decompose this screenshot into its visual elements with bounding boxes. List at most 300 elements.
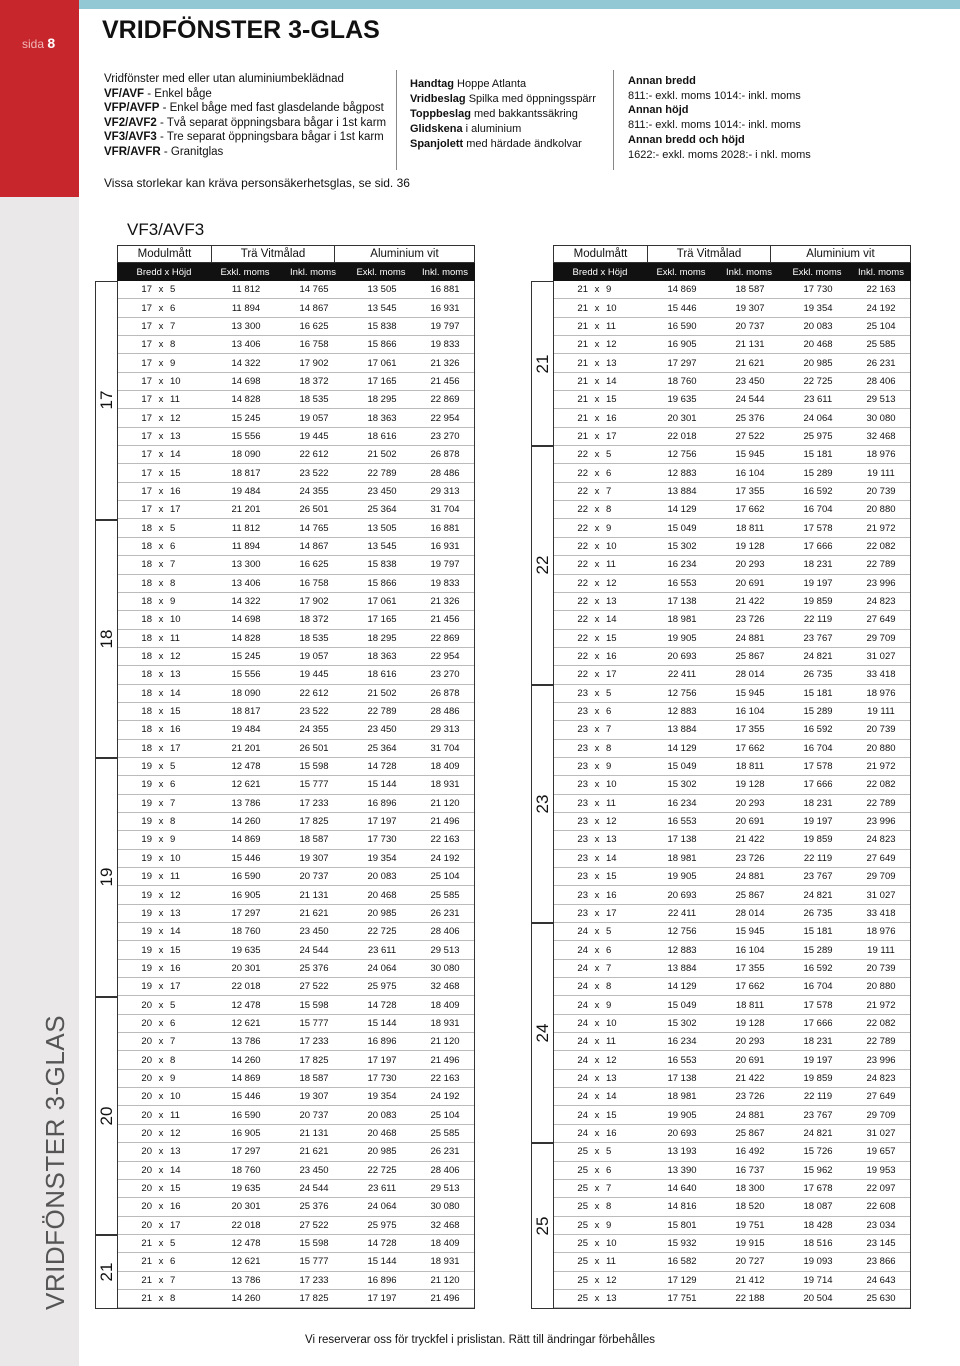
table-row bbox=[554, 1217, 910, 1235]
price-cell: 19 307 bbox=[735, 302, 765, 314]
table-row bbox=[554, 519, 910, 537]
width-cell: 21 bbox=[577, 394, 588, 406]
width-group-label: 25 bbox=[532, 1216, 552, 1236]
price-cell: 30 080 bbox=[430, 962, 460, 974]
height-cell: 5 bbox=[170, 1238, 176, 1250]
price-cell: 33 418 bbox=[866, 907, 896, 919]
times-sign: x bbox=[594, 1164, 600, 1176]
height-cell: 10 bbox=[606, 1017, 617, 1029]
height-cell: 8 bbox=[170, 339, 176, 351]
price-cell: 22 018 bbox=[231, 981, 261, 993]
times-sign: x bbox=[594, 1201, 600, 1213]
price-cell: 19 635 bbox=[231, 1183, 261, 1195]
price-cell: 18 931 bbox=[430, 1017, 460, 1029]
price-cell: 24 821 bbox=[803, 651, 833, 663]
table-row bbox=[118, 446, 474, 464]
height-cell: 15 bbox=[170, 706, 181, 718]
times-sign: x bbox=[158, 522, 164, 534]
times-sign: x bbox=[594, 1293, 600, 1305]
price-cell: 15 446 bbox=[667, 302, 697, 314]
table-row bbox=[118, 758, 474, 776]
width-group bbox=[531, 923, 553, 1143]
height-cell: 9 bbox=[606, 1219, 612, 1231]
price-cell: 18 372 bbox=[299, 614, 329, 626]
price-cell: 16 704 bbox=[803, 981, 833, 993]
price-cell: 19 833 bbox=[430, 577, 460, 589]
table-row bbox=[554, 905, 910, 923]
times-sign: x bbox=[158, 375, 164, 387]
table-row bbox=[118, 354, 474, 372]
price-cell: 21 621 bbox=[299, 1146, 329, 1158]
price-cell: 15 932 bbox=[667, 1238, 697, 1250]
price-cell: 17 233 bbox=[299, 1036, 329, 1048]
price-cell: 19 307 bbox=[299, 1091, 329, 1103]
price-cell: 16 592 bbox=[803, 962, 833, 974]
price-cell: 20 880 bbox=[866, 981, 896, 993]
price-cell: 15 598 bbox=[299, 1238, 329, 1250]
price-cell: 20 985 bbox=[367, 1146, 397, 1158]
width-cell: 17 bbox=[141, 412, 152, 424]
price-cell: 19 905 bbox=[667, 871, 697, 883]
price-cell: 25 376 bbox=[299, 962, 329, 974]
feature-label: Toppbeslag bbox=[410, 108, 471, 120]
price-cell: 17 902 bbox=[299, 596, 329, 608]
times-sign: x bbox=[158, 577, 164, 589]
price-cell: 24 823 bbox=[866, 1072, 896, 1084]
price-cell: 14 260 bbox=[231, 816, 261, 828]
price-cell: 32 468 bbox=[866, 430, 896, 442]
price-cell: 18 231 bbox=[803, 1036, 833, 1048]
width-cell: 21 bbox=[577, 284, 588, 296]
table-row bbox=[118, 1272, 474, 1290]
sidebar-red-block bbox=[0, 0, 79, 197]
width-cell: 22 bbox=[577, 449, 588, 461]
price-cell: 18 760 bbox=[231, 1164, 261, 1176]
price-cell: 18 428 bbox=[803, 1219, 833, 1231]
width-cell: 25 bbox=[577, 1293, 588, 1305]
price-cell: 15 245 bbox=[231, 412, 261, 424]
width-cell: 21 bbox=[577, 375, 588, 387]
height-cell: 6 bbox=[170, 540, 176, 552]
price-cell: 20 468 bbox=[803, 339, 833, 351]
divider bbox=[613, 70, 614, 170]
price-cell: 29 313 bbox=[430, 485, 460, 497]
price-cell: 15 144 bbox=[367, 1017, 397, 1029]
table-row bbox=[118, 978, 474, 996]
times-sign: x bbox=[158, 1293, 164, 1305]
price-cell: 31 704 bbox=[430, 504, 460, 516]
times-sign: x bbox=[594, 761, 600, 773]
height-cell: 5 bbox=[170, 761, 176, 773]
times-sign: x bbox=[594, 540, 600, 552]
price-cell: 12 756 bbox=[667, 687, 697, 699]
price-cell: 24 544 bbox=[735, 394, 765, 406]
table-row bbox=[118, 996, 474, 1014]
price-cell: 16 905 bbox=[231, 1127, 261, 1139]
price-cell: 17 233 bbox=[299, 1274, 329, 1286]
price-cell: 14 869 bbox=[231, 1072, 261, 1084]
price-cell: 17 165 bbox=[367, 375, 397, 387]
times-sign: x bbox=[158, 981, 164, 993]
price-cell: 21 621 bbox=[735, 357, 765, 369]
price-cell: 23 270 bbox=[430, 669, 460, 681]
width-cell: 19 bbox=[141, 761, 152, 773]
height-cell: 7 bbox=[606, 1183, 612, 1195]
model-separator: - bbox=[156, 131, 167, 143]
price-cell: 13 300 bbox=[231, 559, 261, 571]
price-cell: 20 691 bbox=[735, 577, 765, 589]
price-cell: 21 502 bbox=[367, 449, 397, 461]
price-cell: 22 163 bbox=[866, 284, 896, 296]
price-cell: 16 234 bbox=[667, 559, 697, 571]
table-row bbox=[118, 630, 474, 648]
table-row bbox=[554, 648, 910, 666]
price-cell: 24 821 bbox=[803, 889, 833, 901]
width-group-label: 24 bbox=[532, 1023, 552, 1043]
price-cell: 29 513 bbox=[430, 1183, 460, 1195]
price-cell: 21 456 bbox=[430, 375, 460, 387]
model-code: VF/AVF bbox=[104, 87, 145, 100]
price-cell: 16 758 bbox=[299, 339, 329, 351]
price-cell: 17 061 bbox=[367, 596, 397, 608]
times-sign: x bbox=[594, 375, 600, 387]
price-cell: 18 760 bbox=[667, 375, 697, 387]
section-title: VF3/AVF3 bbox=[127, 220, 205, 239]
width-cell: 19 bbox=[141, 907, 152, 919]
table-row bbox=[554, 1143, 910, 1161]
height-cell: 7 bbox=[606, 485, 612, 497]
price-cell: 26 231 bbox=[430, 1146, 460, 1158]
price-cell: 28 014 bbox=[735, 669, 765, 681]
times-sign: x bbox=[594, 1072, 600, 1084]
width-cell: 22 bbox=[577, 651, 588, 663]
width-cell: 19 bbox=[141, 962, 152, 974]
price-cell: 15 144 bbox=[367, 1256, 397, 1268]
width-cell: 18 bbox=[141, 706, 152, 718]
feature-label: Spanjolett bbox=[410, 138, 464, 150]
height-cell: 12 bbox=[606, 339, 617, 351]
table-row bbox=[118, 1217, 474, 1235]
height-cell: 11 bbox=[606, 320, 616, 332]
times-sign: x bbox=[594, 1183, 600, 1195]
table-row bbox=[118, 905, 474, 923]
price-cell: 23 996 bbox=[866, 577, 896, 589]
price-cell: 19 307 bbox=[299, 852, 329, 864]
price-cell: 25 867 bbox=[735, 651, 765, 663]
price-cell: 24 881 bbox=[735, 871, 765, 883]
price-cell: 24 823 bbox=[866, 834, 896, 846]
height-cell: 13 bbox=[606, 1293, 617, 1305]
page-label: sida bbox=[22, 37, 45, 51]
price-cell: 12 756 bbox=[667, 449, 697, 461]
table-row bbox=[118, 1088, 474, 1106]
times-sign: x bbox=[158, 596, 164, 608]
table-row bbox=[554, 630, 910, 648]
page-number: 8 bbox=[47, 35, 56, 51]
price-cell: 22 608 bbox=[866, 1201, 896, 1213]
price-cell: 17 730 bbox=[803, 284, 833, 296]
width-group bbox=[95, 997, 117, 1236]
table-row bbox=[554, 1088, 910, 1106]
price-cell: 20 293 bbox=[735, 797, 765, 809]
height-cell: 5 bbox=[170, 284, 176, 296]
price-cell: 17 666 bbox=[803, 1017, 833, 1029]
price-cell: 24 643 bbox=[866, 1274, 896, 1286]
price-cell: 21 496 bbox=[430, 816, 460, 828]
price-cell: 17 825 bbox=[299, 1054, 329, 1066]
price-cell: 14 867 bbox=[299, 540, 329, 552]
table-row bbox=[554, 1198, 910, 1216]
feature-label: Vridbeslag bbox=[410, 93, 466, 105]
times-sign: x bbox=[594, 999, 600, 1011]
pricing-list bbox=[628, 74, 811, 162]
times-sign: x bbox=[594, 1274, 600, 1286]
table-row bbox=[554, 740, 910, 758]
table-row bbox=[118, 556, 474, 574]
table-header-group bbox=[117, 245, 475, 263]
pricing-label bbox=[628, 103, 811, 118]
footer-note: Vi reserverar oss för tryckfel i prislistan. Rätt till ändringar förbehålles bbox=[304, 1334, 656, 1346]
price-cell: 16 905 bbox=[231, 889, 261, 901]
times-sign: x bbox=[594, 944, 600, 956]
price-cell: 26 878 bbox=[430, 687, 460, 699]
price-cell: 19 905 bbox=[667, 1109, 697, 1121]
times-sign: x bbox=[594, 889, 600, 901]
price-cell: 14 322 bbox=[231, 357, 261, 369]
feature-text: med bakkantssäkring bbox=[470, 108, 578, 120]
times-sign: x bbox=[158, 926, 164, 938]
times-sign: x bbox=[594, 302, 600, 314]
price-cell: 20 301 bbox=[231, 962, 261, 974]
price-cell: 17 730 bbox=[367, 1072, 397, 1084]
height-cell: 5 bbox=[606, 1146, 612, 1158]
header-bredd-hojd: Bredd x Höjd bbox=[136, 266, 192, 278]
width-cell: 21 bbox=[577, 320, 588, 332]
price-cell: 24 064 bbox=[367, 962, 397, 974]
width-cell: 19 bbox=[141, 981, 152, 993]
times-sign: x bbox=[594, 339, 600, 351]
width-cell: 24 bbox=[577, 1036, 588, 1048]
price-cell: 13 884 bbox=[667, 962, 697, 974]
price-cell: 23 450 bbox=[367, 485, 397, 497]
price-cell: 16 625 bbox=[299, 320, 329, 332]
price-cell: 22 789 bbox=[367, 467, 397, 479]
table-row bbox=[118, 1290, 474, 1308]
top-accent-bar bbox=[79, 0, 960, 9]
header-tra: Trä Vitmålad bbox=[212, 246, 335, 262]
price-cell: 17 355 bbox=[735, 485, 765, 497]
price-cell: 21 131 bbox=[735, 339, 765, 351]
width-group bbox=[531, 685, 553, 924]
height-cell: 9 bbox=[606, 284, 612, 296]
price-cell: 22 789 bbox=[367, 706, 397, 718]
times-sign: x bbox=[158, 1109, 164, 1121]
height-cell: 11 bbox=[606, 559, 616, 571]
width-cell: 23 bbox=[577, 834, 588, 846]
table-header-sub bbox=[117, 263, 475, 281]
table-row bbox=[554, 721, 910, 739]
height-cell: 12 bbox=[170, 889, 181, 901]
height-cell: 9 bbox=[170, 596, 176, 608]
times-sign: x bbox=[158, 357, 164, 369]
price-cell: 19 953 bbox=[866, 1164, 896, 1176]
table-row bbox=[554, 575, 910, 593]
table-row bbox=[118, 795, 474, 813]
table-row bbox=[118, 611, 474, 629]
width-cell: 21 bbox=[577, 339, 588, 351]
header-inkl: Inkl. moms bbox=[726, 266, 772, 278]
price-cell: 19 859 bbox=[803, 1072, 833, 1084]
price-cell: 18 811 bbox=[735, 522, 765, 534]
price-cell: 17 129 bbox=[667, 1274, 697, 1286]
width-cell: 18 bbox=[141, 540, 152, 552]
price-cell: 12 478 bbox=[231, 1238, 261, 1250]
price-cell: 21 972 bbox=[866, 522, 896, 534]
width-cell: 24 bbox=[577, 1072, 588, 1084]
price-cell: 18 231 bbox=[803, 797, 833, 809]
divider bbox=[396, 70, 397, 170]
price-cell: 15 777 bbox=[299, 779, 329, 791]
height-cell: 17 bbox=[606, 430, 617, 442]
price-cell: 32 468 bbox=[430, 1219, 460, 1231]
price-cell: 23 996 bbox=[866, 816, 896, 828]
price-cell: 24 881 bbox=[735, 1109, 765, 1121]
price-cell: 18 300 bbox=[735, 1183, 765, 1195]
price-cell: 16 931 bbox=[430, 302, 460, 314]
price-cell: 18 811 bbox=[735, 999, 765, 1011]
price-cell: 15 302 bbox=[667, 779, 697, 791]
price-cell: 26 231 bbox=[866, 357, 896, 369]
width-cell: 17 bbox=[141, 357, 152, 369]
table-row bbox=[554, 758, 910, 776]
price-cell: 15 049 bbox=[667, 761, 697, 773]
price-cell: 18 931 bbox=[430, 779, 460, 791]
height-cell: 15 bbox=[170, 944, 181, 956]
table-row bbox=[554, 666, 910, 684]
price-cell: 19 484 bbox=[231, 485, 261, 497]
price-cell: 18 516 bbox=[803, 1238, 833, 1250]
table-row bbox=[118, 391, 474, 409]
table-row bbox=[554, 1180, 910, 1198]
price-cell: 21 120 bbox=[430, 1036, 460, 1048]
header-aluminium: Aluminium vit bbox=[806, 248, 875, 260]
times-sign: x bbox=[158, 907, 164, 919]
width-cell: 18 bbox=[141, 651, 152, 663]
table-row bbox=[118, 575, 474, 593]
price-cell: 23 522 bbox=[299, 467, 329, 479]
width-cell: 20 bbox=[141, 1072, 152, 1084]
times-sign: x bbox=[158, 1017, 164, 1029]
price-cell: 25 104 bbox=[430, 1109, 460, 1121]
price-cell: 14 765 bbox=[299, 522, 329, 534]
table-row bbox=[118, 886, 474, 904]
times-sign: x bbox=[158, 852, 164, 864]
times-sign: x bbox=[594, 797, 600, 809]
width-cell: 17 bbox=[141, 302, 152, 314]
price-cell: 18 409 bbox=[430, 999, 460, 1011]
times-sign: x bbox=[594, 632, 600, 644]
model-text: Tre separat öppningsbara bågar i 1st karm bbox=[166, 131, 384, 143]
price-cell: 16 896 bbox=[367, 1274, 397, 1286]
table-row bbox=[118, 299, 474, 317]
price-cell: 14 828 bbox=[231, 632, 261, 644]
price-cell: 22 411 bbox=[667, 669, 697, 681]
height-cell: 12 bbox=[170, 651, 181, 663]
price-cell: 25 364 bbox=[367, 742, 397, 754]
width-group-label: 20 bbox=[96, 1106, 116, 1126]
price-cell: 16 625 bbox=[299, 559, 329, 571]
times-sign: x bbox=[594, 926, 600, 938]
price-cell: 25 867 bbox=[735, 889, 765, 901]
times-sign: x bbox=[594, 522, 600, 534]
price-cell: 18 372 bbox=[299, 375, 329, 387]
times-sign: x bbox=[158, 742, 164, 754]
price-cell: 29 313 bbox=[430, 724, 460, 736]
table-row bbox=[554, 409, 910, 427]
page-indicator bbox=[22, 35, 55, 51]
table-row bbox=[554, 1290, 910, 1308]
price-cell: 20 693 bbox=[667, 1127, 697, 1139]
price-cell: 17 666 bbox=[803, 779, 833, 791]
price-cell: 29 709 bbox=[866, 632, 896, 644]
price-cell: 20 693 bbox=[667, 889, 697, 901]
width-cell: 22 bbox=[577, 522, 588, 534]
price-cell: 15 289 bbox=[803, 944, 833, 956]
height-cell: 10 bbox=[170, 375, 181, 387]
height-cell: 7 bbox=[170, 1274, 176, 1286]
feature-label: Handtag bbox=[410, 78, 454, 90]
width-cell: 19 bbox=[141, 889, 152, 901]
height-cell: 16 bbox=[170, 962, 181, 974]
table-row bbox=[118, 740, 474, 758]
price-cell: 31 704 bbox=[430, 742, 460, 754]
price-cell: 18 981 bbox=[667, 852, 697, 864]
table-row bbox=[554, 923, 910, 941]
width-cell: 21 bbox=[577, 302, 588, 314]
price-cell: 17 578 bbox=[803, 522, 833, 534]
price-cell: 13 884 bbox=[667, 724, 697, 736]
price-cell: 20 739 bbox=[866, 724, 896, 736]
width-cell: 22 bbox=[577, 559, 588, 571]
width-cell: 17 bbox=[141, 449, 152, 461]
price-cell: 24 544 bbox=[299, 944, 329, 956]
times-sign: x bbox=[594, 320, 600, 332]
price-cell: 15 801 bbox=[667, 1219, 697, 1231]
price-cell: 29 709 bbox=[866, 1109, 896, 1121]
table-row bbox=[554, 318, 910, 336]
price-cell: 22 725 bbox=[803, 375, 833, 387]
height-cell: 9 bbox=[606, 522, 612, 534]
price-cell: 17 825 bbox=[299, 1293, 329, 1305]
height-cell: 12 bbox=[170, 1127, 181, 1139]
width-cell: 22 bbox=[577, 632, 588, 644]
height-cell: 5 bbox=[170, 999, 176, 1011]
feature-item bbox=[410, 107, 596, 122]
price-cell: 21 120 bbox=[430, 797, 460, 809]
price-cell: 13 786 bbox=[231, 1274, 261, 1286]
width-cell: 18 bbox=[141, 577, 152, 589]
table-row bbox=[554, 281, 910, 299]
price-cell: 28 014 bbox=[735, 907, 765, 919]
price-cell: 16 905 bbox=[667, 339, 697, 351]
price-cell: 20 468 bbox=[367, 1127, 397, 1139]
price-cell: 27 649 bbox=[866, 852, 896, 864]
price-cell: 14 728 bbox=[367, 761, 397, 773]
table-row bbox=[554, 978, 910, 996]
table-row bbox=[554, 795, 910, 813]
price-cell: 14 816 bbox=[667, 1201, 697, 1213]
price-cell: 23 611 bbox=[367, 944, 397, 956]
